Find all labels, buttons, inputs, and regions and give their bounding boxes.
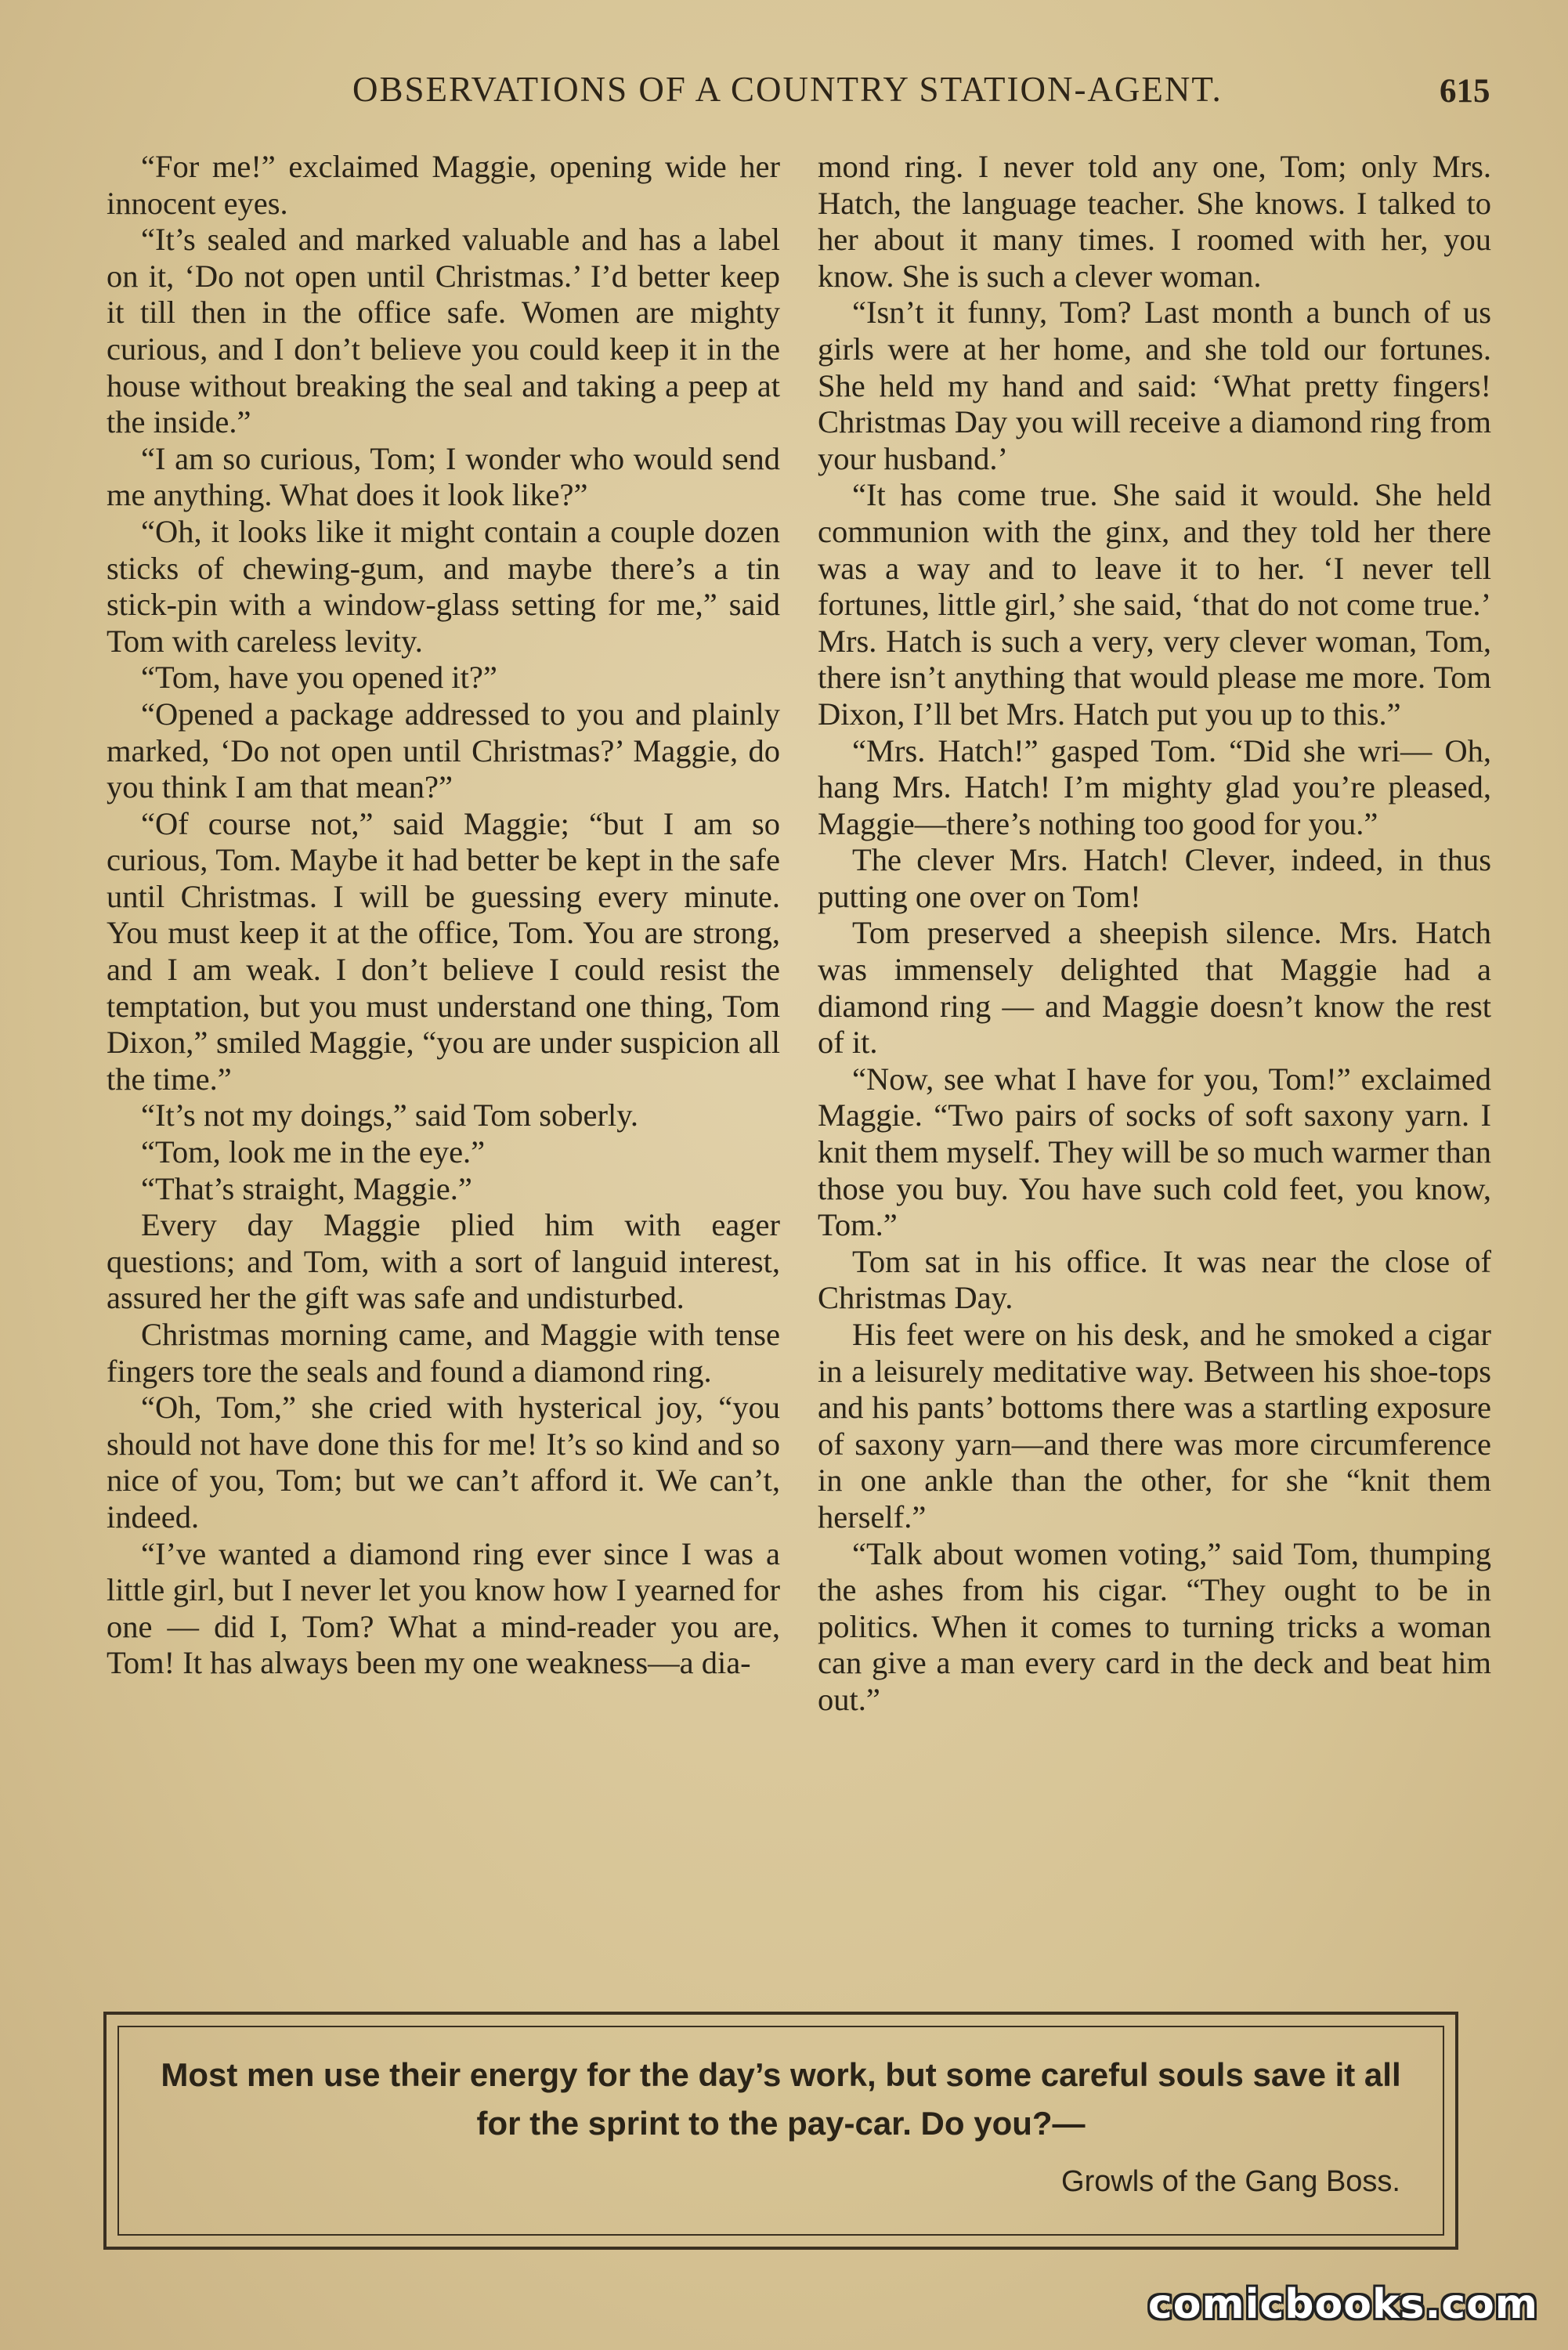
paragraph: “Of course not,” said Maggie; “but I am so curious, Tom. Maybe it had better be kept in the safe until Christmas. I will be guessing every minute. You must keep it at the office, Tom. You are strong, and I am weak. I don’t believe I could resist the temptation, but you must understand one thing, Tom Dixon,” smiled Maggie, “you are under suspicion all the time.” — [107, 805, 780, 1097]
page-number: 615 — [1440, 73, 1490, 110]
running-head: OBSERVATIONS OF A COUNTRY STATION-AGENT. — [352, 70, 1223, 109]
paragraph: “Now, see what I have for you, Tom!” exclaimed Maggie. “Two pairs of socks of soft saxony yarn. I knit them myself. They will be so much warmer than those you buy. You have such cold feet, you know, Tom.” — [818, 1061, 1491, 1243]
paragraph: “I am so curious, Tom; I wonder who would send me anything. What does it look like?” — [107, 440, 780, 513]
paragraph: “Isn’t it funny, Tom? Last month a bunch of us girls were at her home, and she told our fortunes. She held my hand and said: ‘What pretty fingers! Christmas Day you will receive a diamond ring from your husband.’ — [818, 295, 1491, 476]
paragraph: Tom sat in his office. It was near the close of Christmas Day. — [818, 1243, 1491, 1316]
paragraph: Christmas morning came, and Maggie with tense fingers tore the seals and found a diamond ring. — [107, 1317, 780, 1389]
note-text: Most men use their energy for the day’s work, but some careful souls save it all for the sprint to the pay-car. Do you?— — [161, 2056, 1401, 2142]
paragraph: “Tom, look me in the eye.” — [141, 1134, 486, 1170]
left-column — [107, 149, 780, 1682]
paragraph: The clever Mrs. Hatch! Clever, indeed, in thus putting one over on Tom! — [818, 842, 1491, 914]
paragraph: “Talk about women voting,” said Tom, thumping the ashes from his cigar. “They ought to be in politics. When it comes to turning tricks a woman can give a man every card in the deck and beat him out.” — [818, 1535, 1491, 1717]
page-header — [0, 69, 1568, 132]
note-attribution: Growls of the Gang Boss. — [1061, 2165, 1400, 2198]
paragraph: Every day Maggie plied him with eager questions; and Tom, with a sort of languid interest, assured her the gift was safe and undisturbed. — [107, 1207, 780, 1316]
right-column — [818, 149, 1491, 1719]
paragraph: His feet were on his desk, and he smoked a cigar in a leisurely meditative way. Between his shoe-tops and his pants’ bottoms there was a startling exposure of saxony yarn—and there was more circumference in one ankle than the other, for she “knit them herself.” — [818, 1317, 1491, 1535]
paragraph-continued: mond ring. I never told any one, Tom; only Mrs. Hatch, the language teacher. She knows. I talked to her about it many times. I roomed with her, you know. She is such a clever woman. — [818, 149, 1491, 294]
paragraph: “Opened a package addressed to you and plainly marked, ‘Do not open until Christmas?’ Maggie, do you think I am that mean?” — [107, 696, 780, 805]
paragraph: “Mrs. Hatch!” gasped Tom. “Did she wri— Oh, hang Mrs. Hatch! I’m mighty glad you’re pleased, Maggie—there’s nothing too good for you.” — [818, 732, 1491, 841]
paragraph: Tom preserved a sheepish silence. Mrs. Hatch was immensely delighted that Maggie had a diamond ring — and Maggie doesn’t know the rest of it. — [818, 915, 1491, 1061]
boxed-note — [103, 2012, 1458, 2250]
paragraph: “That’s straight, Maggie.” — [141, 1170, 472, 1206]
paragraph: “It has come true. She said it would. She held communion with the ginx, and they told her there was a way and to leave it to her. ‘I never tell fortunes, little girl,’ she said, ‘that do not come true.’ Mrs. Hatch is such a very, very clever woman, Tom, there isn’t anything that would please me more. Tom Dixon, I’ll bet Mrs. Hatch put you up to this.” — [818, 477, 1491, 732]
watermark: comicbooks.com — [1147, 2281, 1538, 2328]
paragraph: “It’s not my doings,” said Tom soberly. — [141, 1097, 638, 1133]
paragraph: “It’s sealed and marked valuable and has a label on it, ‘Do not open until Christmas.’ I’d better keep it till then in the office safe. Women are mighty curious, and I don’t believe you could keep it in the house without breaking the seal and taking a peep at the inside.” — [107, 222, 780, 440]
paragraph: “I’ve wanted a diamond ring ever since I was a little girl, but I never let you know how I yearned for one — did I, Tom? What a mind-reader you are, Tom! It has always been my one weakness—a dia- — [107, 1535, 780, 1681]
paragraph: “Oh, Tom,” she cried with hysterical joy, “you should not have done this for me! It’s so kind and so nice of you, Tom; but we can’t afford it. We can’t, indeed. — [107, 1390, 780, 1535]
paragraph: “For me!” exclaimed Maggie, opening wide her innocent eyes. — [107, 149, 780, 221]
paragraph: “Oh, it looks like it might contain a couple dozen sticks of chewing-gum, and maybe there’s a tin stick-pin with a window-glass setting for me,” said Tom with careless levity. — [107, 513, 780, 659]
paragraph: “Tom, have you opened it?” — [141, 660, 497, 696]
